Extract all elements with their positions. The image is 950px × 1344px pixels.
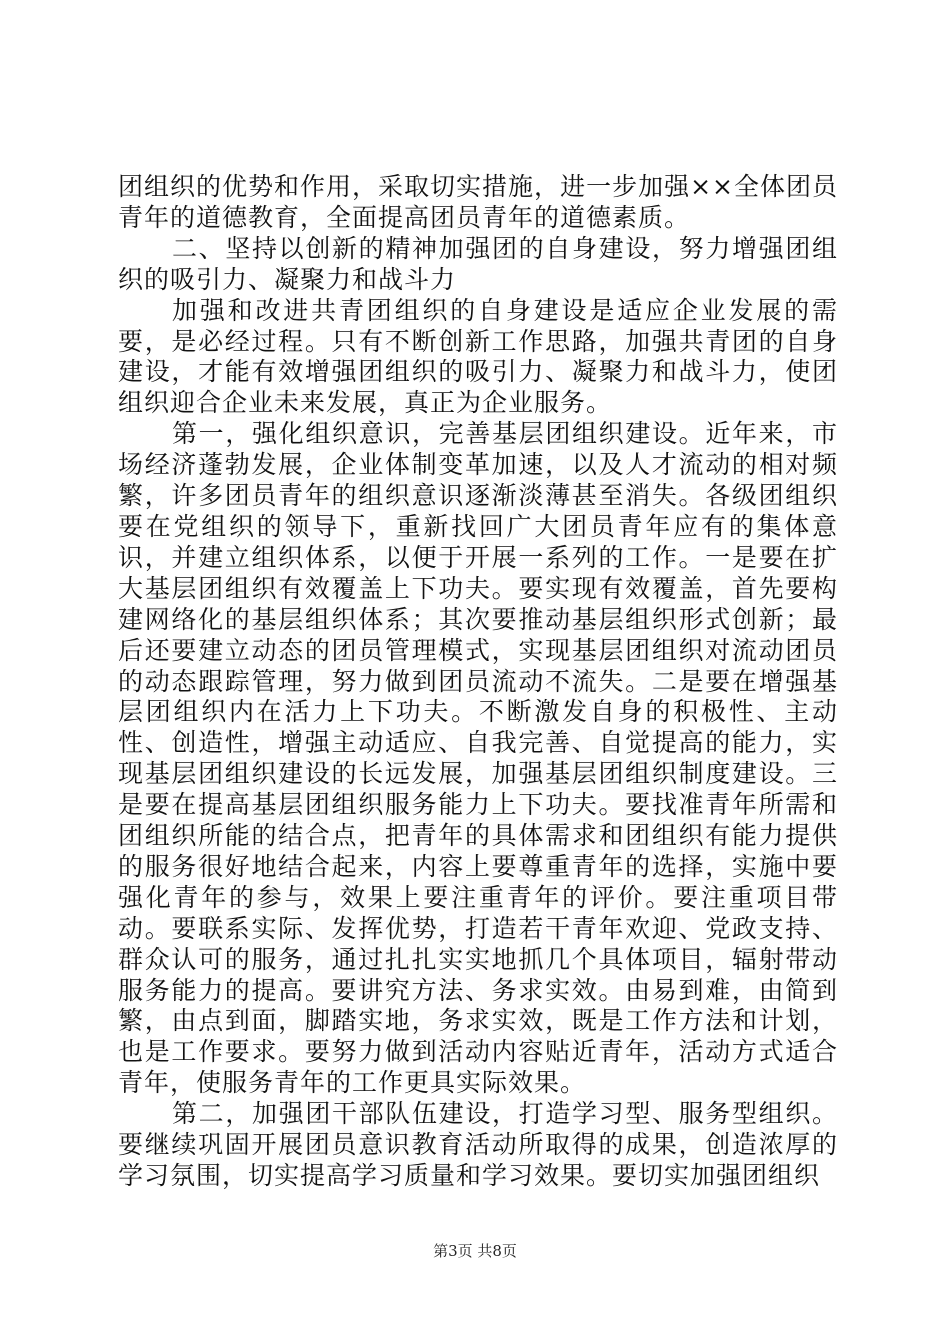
paragraph-intro: 加强和改进共青团组织的自身建设是适应企业发展的需要，是必经过程。只有不断创新工作思路，加强共青团的自身建设，才能有效增强团组织的吸引力、凝聚力和战斗力，使团组织迎合企业未来发展，真正为企业服务。: [118, 295, 838, 418]
paragraph-first-point: 第一，强化组织意识，完善基层团组织建设。近年来，市场经济蓬勃发展，企业体制变革加速，以及人才流动的相对频繁，许多团员青年的组织意识逐渐淡薄甚至消失。各级团组织要在党组织的领导下，重新找回广大团员青年应有的集体意识，并建立组织体系，以便于开展一系列的工作。一是要在扩大基层团组织有效覆盖上下功夫。要实现有效覆盖，首先要构建网络化的基层组织体系；其次要推动基层组织形式创新；最后还要建立动态的团员管理模式，实现基层团组织对流动团员的动态跟踪管理，努力做到团员流动不流失。二是要在增强基层团组织内在活力上下功夫。不断激发自身的积极性、主动性、创造性，增强主动适应、自我完善、自觉提高的能力，实现基层团组织建设的长远发展，加强基层团组织制度建设。三是要在提高基层团组织服务能力上下功夫。要找准青年所需和团组织所能的结合点，把青年的具体需求和团组织有能力提供的服务很好地结合起来，内容上要尊重青年的选择，实施中要强化青年的参与，效果上要注重青年的评价。要注重项目带动。要联系实际、发挥优势，打造若干青年欢迎、党政支持、群众认可的服务，通过扎扎实实地抓几个具体项目，辐射带动服务能力的提高。要讲究方法、务求实效。由易到难，由简到繁，由点到面，脚踏实地，务求实效，既是工作方法和计划，也是工作要求。要努力做到活动内容贴近青年，活动方式适合青年，使服务青年的工作更具实际效果。: [118, 419, 838, 1098]
paragraph-continuation: 团组织的优势和作用，采取切实措施，进一步加强××全体团员青年的道德教育，全面提高团员青年的道德素质。: [118, 172, 838, 232]
section-heading: 二、坚持以创新的精神加强团的自身建设，努力增强团组织的吸引力、凝聚力和战斗力: [118, 233, 838, 294]
page-number-footer: 第3页 共8页: [433, 1242, 517, 1260]
document-body: [118, 172, 838, 1192]
paragraph-second-point: 第二，加强团干部队伍建设，打造学习型、服务型组织。要继续巩固开展团员意识教育活动所取得的成果，创造浓厚的学习氛围，切实提高学习质量和学习效果。要切实加强团组织: [118, 1099, 838, 1190]
